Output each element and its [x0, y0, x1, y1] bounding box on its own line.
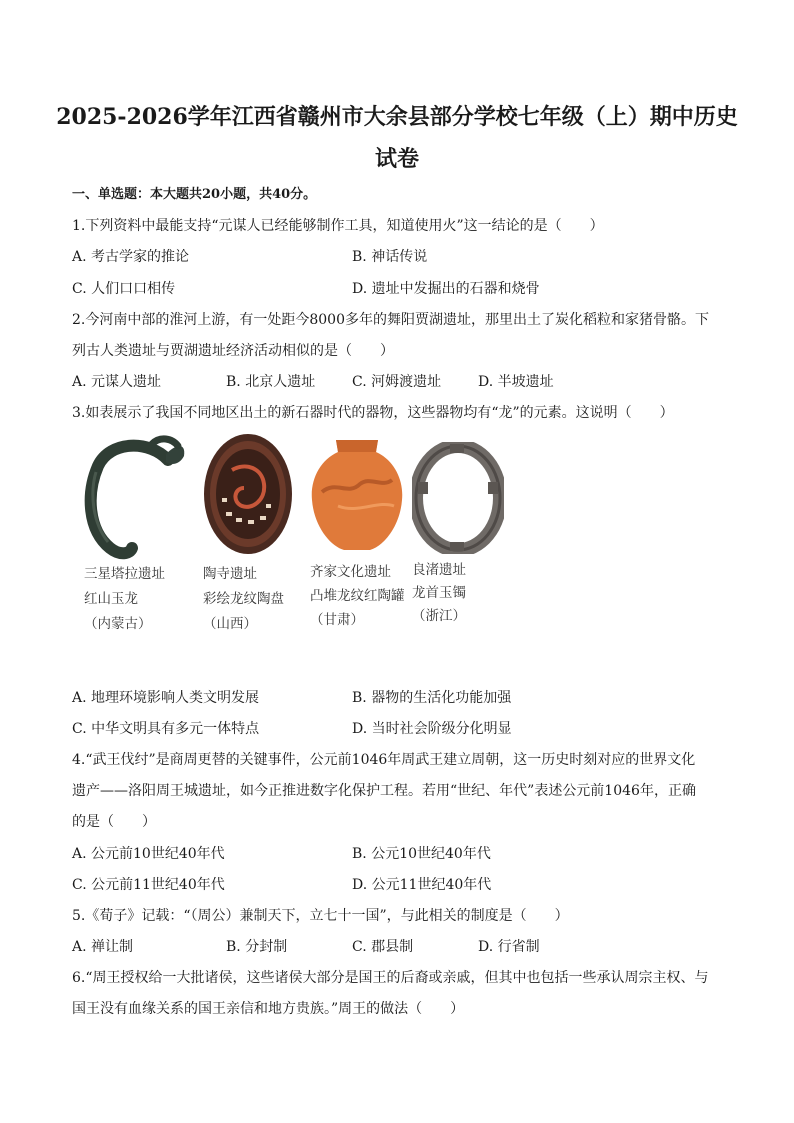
artifact2-name: 彩绘龙纹陶盘: [203, 591, 284, 607]
q4-stem-line1: 4.“武王伐纣”是商周更替的关键事件，公元前1046年周武王建立周朝，这一历史时刻对应的世界文化: [72, 752, 696, 768]
jade-bracelet-icon: [412, 442, 504, 554]
artifact3-region: （甘肃）: [310, 612, 364, 628]
q6-stem-line1: 6.“周王授权给一大批诸侯，这些诸侯大部分是国王的后裔或亲戚，但其中也包括一些承认周宗主权、与: [72, 970, 709, 986]
artifact1-site: 三星塔拉遗址: [84, 566, 165, 582]
jade-dragon-icon: [80, 432, 192, 562]
q5-option-d: D. 行省制: [478, 939, 540, 955]
q3-option-b: B. 器物的生活化功能加强: [352, 690, 512, 706]
q2-option-c: C. 河姆渡遗址: [352, 374, 442, 390]
artifact2-region: （山西）: [203, 616, 257, 632]
q2-option-a: A. 元谋人遗址: [72, 374, 162, 390]
q4-option-d: D. 公元11世纪40年代: [352, 877, 492, 893]
artifact3-name: 凸堆龙纹红陶罐: [310, 588, 405, 604]
painted-dragon-plate-icon: [202, 432, 294, 556]
q3-stem: 3.如表展示了我国不同地区出土的新石器时代的器物，这些器物均有“龙”的元素。这说明（ ）: [72, 405, 674, 421]
q6-stem-line2: 国王没有血缘关系的国王亲信和地方贵族。”周王的做法（ ）: [72, 1001, 465, 1017]
q2-option-b: B. 北京人遗址: [226, 374, 316, 390]
artifact1-region: （内蒙古）: [84, 616, 152, 632]
artifact1-name: 红山玉龙: [84, 591, 138, 607]
q4-option-c: C. 公元前11世纪40年代: [72, 877, 225, 893]
artifact3-site: 齐家文化遗址: [310, 564, 391, 580]
exam-title-line1: 2025-2026学年江西省赣州市大余县部分学校七年级（上）期中历史: [56, 104, 738, 130]
exam-title-line2: 试卷: [374, 146, 419, 172]
q4-stem-line2: 遗产——洛阳周王城遗址，如今正推进数字化保护工程。若用“世纪、年代”表述公元前1046年，正确: [72, 783, 696, 799]
q4-option-a: A. 公元前10世纪40年代: [72, 846, 225, 862]
q1-stem: 1.下列资料中最能支持“元谋人已经能够制作工具，知道使用火”这一结论的是（ ）: [72, 218, 604, 234]
artifact4-region: （浙江）: [412, 608, 466, 624]
q4-option-b: B. 公元10世纪40年代: [352, 846, 491, 862]
q3-option-d: D. 当时社会阶级分化明显: [352, 721, 512, 737]
artifact4-site: 良渚遗址: [412, 562, 466, 578]
q5-option-b: B. 分封制: [226, 939, 288, 955]
q2-stem-line2: 列古人类遗址与贾湖遗址经济活动相似的是（ ）: [72, 343, 394, 359]
q2-stem-line1: 2.今河南中部的淮河上游，有一处距今8000多年的舞阳贾湖遗址，那里出土了炭化稻粒和家猪骨骼。下: [72, 312, 709, 328]
q5-option-c: C. 郡县制: [352, 939, 414, 955]
q2-option-d: D. 半坡遗址: [478, 374, 554, 390]
q5-option-a: A. 禅让制: [72, 939, 134, 955]
q1-option-d: D. 遗址中发掘出的石器和烧骨: [352, 281, 540, 297]
q5-stem: 5.《荀子》记载：“（周公）兼制天下，立七十一国”，与此相关的制度是（ ）: [72, 908, 569, 924]
artifact2-site: 陶寺遗址: [203, 566, 257, 582]
q1-option-b: B. 神话传说: [352, 249, 428, 265]
q1-option-a: A. 考古学家的推论: [72, 249, 190, 265]
q3-option-a: A. 地理环境影响人类文明发展: [72, 690, 260, 706]
artifact4-name: 龙首玉镯: [412, 585, 466, 601]
q4-stem-line3: 的是（ ）: [72, 814, 156, 830]
section-heading: 一、单选题：本大题共20小题，共40分。: [72, 187, 317, 202]
q1-option-c: C. 人们口口相传: [72, 281, 176, 297]
red-pottery-jar-icon: [308, 436, 406, 554]
q3-option-c: C. 中华文明具有多元一体特点: [72, 721, 260, 737]
